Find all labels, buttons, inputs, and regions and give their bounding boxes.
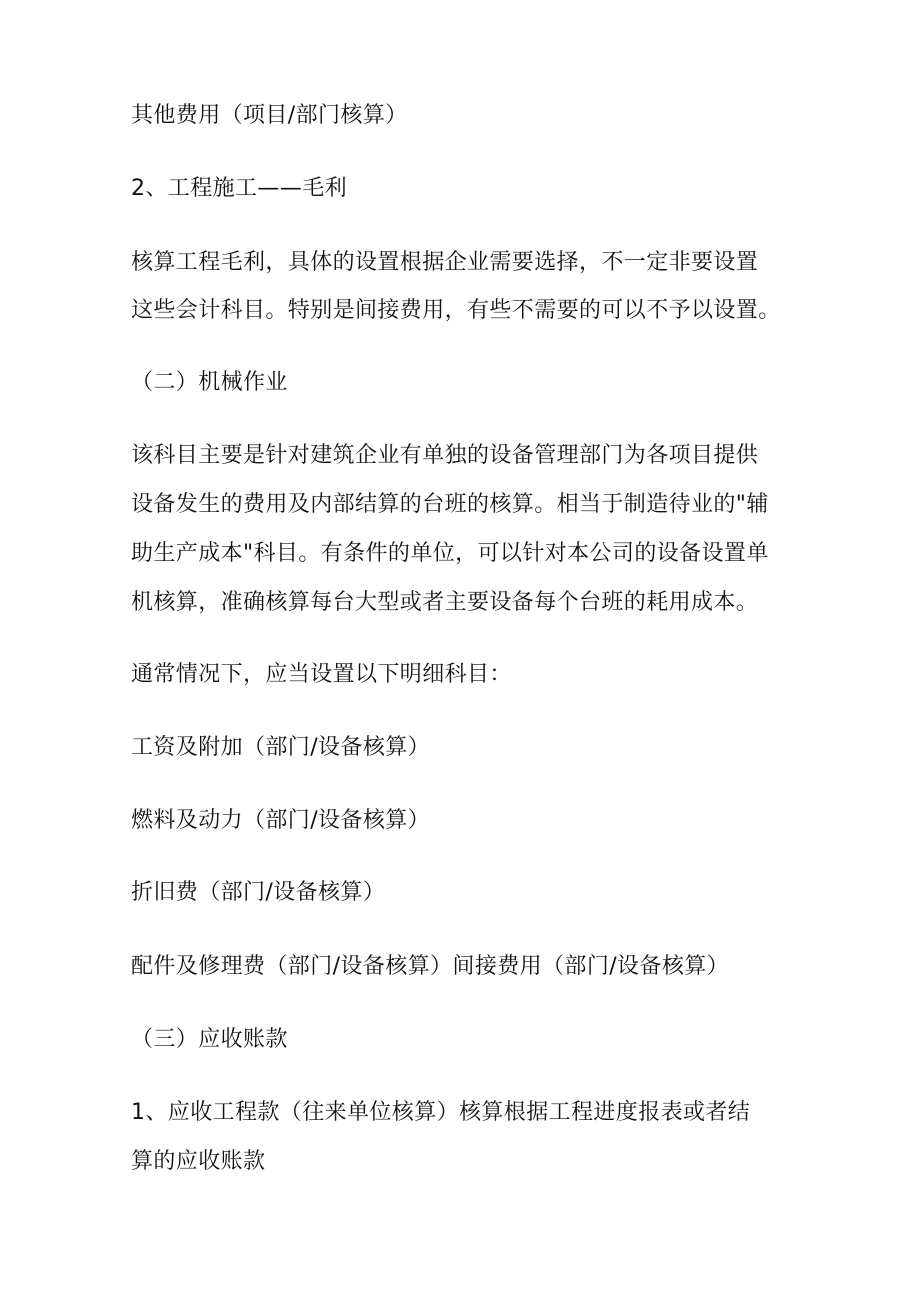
paragraph-receivable-line-1: 1、应收工程款（往来单位核算）核算根据工程进度报表或者结 — [131, 1100, 751, 1125]
paragraph-machinery-line-1: 该科目主要是针对建筑企业有单独的设备管理部门为各项目提供 — [131, 443, 759, 468]
list-item-wages: 工资及附加（部门/设备核算） — [131, 735, 431, 760]
paragraph-machinery-line-2: 设备发生的费用及内部结算的台班的核算。相当于制造待业的"辅 — [131, 492, 769, 517]
paragraph-machinery-line-3: 助生产成本"科目。有条件的单位，可以针对本公司的设备设置单 — [131, 541, 769, 566]
heading-construction-gross-profit: 2、工程施工——毛利 — [131, 176, 347, 201]
paragraph-receivable-line-2: 算的应收账款 — [131, 1149, 266, 1174]
paragraph-detail-accounts-intro: 通常情况下，应当设置以下明细科目： — [131, 662, 512, 687]
list-item-depreciation: 折旧费（部门/设备核算） — [131, 880, 386, 905]
heading-machinery-operations: （二）机械作业 — [131, 370, 288, 395]
list-item-fuel-power: 燃料及动力（部门/设备核算） — [131, 808, 431, 833]
paragraph-gross-profit-line-1: 核算工程毛利，具体的设置根据企业需要选择，不一定非要设置 — [131, 250, 759, 275]
heading-accounts-receivable: （三）应收账款 — [131, 1027, 288, 1052]
paragraph-other-expenses: 其他费用（项目/部门核算） — [131, 103, 408, 128]
paragraph-gross-profit-line-2: 这些会计科目。特别是间接费用，有些不需要的可以不予以设置。 — [131, 298, 781, 323]
list-item-parts-repair-indirect: 配件及修理费（部门/设备核算）间接费用（部门/设备核算） — [131, 954, 730, 979]
paragraph-machinery-line-4: 机核算，准确核算每台大型或者主要设备每个台班的耗用成本。 — [131, 590, 759, 615]
